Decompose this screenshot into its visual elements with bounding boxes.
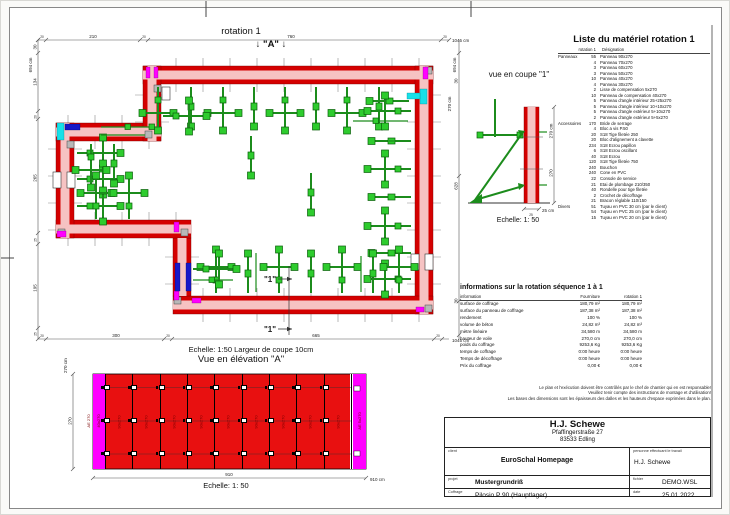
section-label-1-upper: "1" [263,275,276,284]
elevation-panels [105,374,352,469]
company-name: H.J. Schewe [549,419,606,430]
material-label: Tuyau en PVC 25 cm (par le client) [600,209,667,215]
tie-marker-icon [213,451,219,456]
tie-marker-icon [104,451,110,456]
tie-marker-icon [131,385,137,390]
material-qty: 21 [591,181,596,187]
info-row-fourniture: 0,00 € [587,363,600,369]
material-qty: 5 [593,109,596,115]
material-qty: 15 [591,214,596,220]
material-label: Panneaux [558,54,578,59]
title-block-coffrage-row [445,489,710,499]
tie-marker-icon [159,385,165,390]
svg-text:20: 20 [33,115,38,119]
panel-size-label: 90x270 [335,414,341,429]
material-qty: 240 [588,164,596,170]
material-qty: 4 [593,59,596,65]
info-row-fourniture: 187,38 m² [579,307,600,313]
material-qty: 20 [591,131,596,137]
svg-text:25: 25 [33,238,38,242]
tie-marker-icon [186,451,192,456]
date-value: 25.01.2022 [662,491,695,499]
elevation-panel [324,374,351,469]
material-label: Panneau 70x270 [600,59,633,65]
svg-text:760: 760 [287,34,295,39]
material-row [558,215,710,221]
materials-list-header [558,47,710,54]
svg-text:30: 30 [453,78,459,84]
elevation-left-cap-label: 40x270 [96,414,101,428]
tie-marker-icon [323,451,329,456]
info-row-name: surface de coffrage [460,301,499,306]
plan-scale-caption: Echelle: 1:50 Largeur de coupe 10cm [188,345,314,354]
svg-text:25 cm: 25 cm [542,208,555,213]
material-label: Bloc a vis P.50 [600,126,628,132]
panel-size-label: 90x270 [253,414,259,429]
material-qty: 21 [591,198,596,204]
info-col-information: information [460,294,482,299]
tie-marker-icon [268,418,274,423]
material-qty: 3 [593,70,596,76]
elevation-title: Vue en élévation "A" [197,354,285,365]
info-row [460,356,642,363]
info-row-fourniture: 100 % [587,314,600,320]
client-value: EuroSchal Homepage [500,457,574,464]
tie-marker-icon [268,451,274,456]
info-row-rotation: 0:00 heure [620,349,642,355]
tie-marker-icon [104,385,110,390]
worker-label: personne effectuant le travail [633,449,682,453]
tie-marker-icon [213,418,219,423]
svg-text:20: 20 [166,334,170,338]
tie-marker-icon [295,385,301,390]
file-cell [630,476,710,488]
tie-marker-icon [268,385,274,390]
svg-text:25: 25 [529,213,533,217]
client-cell [445,448,630,475]
info-table-title: informations sur la rotation séquence 1 à 1 [460,284,603,291]
material-label: Panneau 30x270 [600,81,633,87]
info-row [460,342,642,349]
tie-marker-icon [323,418,329,423]
info-row-name: poids du coffrage [460,342,495,348]
material-qty: 6 [593,148,596,154]
tie-marker-icon [241,385,247,390]
material-label: S18 Ecrou oscillant [600,148,637,154]
client-label: client [448,449,457,453]
material-label: Panneau 40x270 [600,76,633,82]
svg-text:20: 20 [142,35,146,39]
material-qty: 4 [593,126,596,132]
material-qty: 20 [591,137,596,143]
material-label: Accessoires [558,120,582,126]
tie-marker-icon [186,385,192,390]
svg-text:300: 300 [112,333,120,338]
tie-marker-icon [159,418,165,423]
material-label: Tuyau en PVC 20 cm (par le client) [600,214,667,220]
info-row-name: rendement [460,314,482,320]
svg-text:270 cm: 270 cm [548,123,554,139]
material-label: Bloc d'alignement a clavette [600,137,654,143]
material-label: S18 Tige filetée 250 [600,131,638,137]
svg-text:628: 628 [453,182,459,190]
material-label: Panneau d'angle extérieur 5+10x270 [600,109,671,115]
tie-marker-icon [213,385,219,390]
disclaimer-line: Le plan et l'exécution doivent être contrôlés par le chef de chantier qui en est responsable! [539,385,711,390]
materials-rows [558,54,710,220]
title-block-company-row [445,418,710,448]
material-qty: 3 [593,65,596,71]
title-block [444,417,711,497]
material-label: Panneau 50x270 [600,70,633,76]
tie-marker-icon [104,418,110,423]
svg-text:270 cm: 270 cm [63,358,68,373]
info-row [460,308,642,315]
info-row-fourniture: 180,79 m² [579,301,600,306]
materials-col-designation: Désignation [602,47,625,52]
material-qty: 4 [593,81,596,87]
svg-text:25: 25 [33,332,38,336]
material-label: Etai de plombage 210/350 [600,181,651,187]
svg-text:30: 30 [32,44,38,50]
info-row-fourniture: 34,580 m [581,328,600,334]
project-value: Mustergrundriß [475,478,524,486]
info-col-fourniture: Fourniture [580,294,600,299]
material-qty: 5 [593,98,596,104]
svg-text:910: 910 [225,472,233,477]
file-value: DEMO.WSL [662,478,698,486]
materials-list [558,34,710,220]
material-label: Panneau 60x270 [600,65,633,71]
svg-text:1045 cm: 1045 cm [452,38,470,43]
svg-text:694 cm: 694 cm [28,57,33,73]
plan-view [28,34,470,343]
material-qty: 240 [588,170,596,176]
date-label: date [633,490,641,494]
tie-marker-icon [295,451,301,456]
info-row-fourniture: 270,0 cm [581,335,600,341]
info-row-rotation: 0:00 heure [620,356,642,362]
material-label: Bouchon [600,164,617,170]
material-label: Bride de serrage [600,120,632,126]
info-row [460,322,642,329]
tie-marker-icon [241,418,247,423]
material-qty: 40 [591,187,596,193]
panel-size-label: 90x270 [225,414,231,429]
material-label: Console de service [600,176,637,182]
svg-text:20: 20 [443,35,447,39]
material-qty: 2 [593,192,596,198]
svg-text:265: 265 [32,174,38,182]
elevation-scale-caption: Echelle: 1: 50 [203,481,249,490]
info-row-fourniture: 0:00 heure [578,349,600,355]
info-row-name: temps de coffrage [460,349,496,355]
material-label: Cone en PVC [600,170,627,176]
coupe-scale-caption: Echelle: 1: 50 [496,217,540,224]
material-qty: 54 [591,209,596,215]
elevation-edge-label: AE 270 [86,414,91,428]
section-marker-a: ↓ "A" ↓ [255,39,287,50]
title-block-client-row [445,448,710,476]
material-qty: 2 [593,115,596,121]
material-qty: 2 [593,87,596,93]
info-table-header [460,294,642,301]
material-label: Crochet de décoffrage [600,192,643,198]
material-qty: 5 [593,103,596,109]
rotation-info-table [460,284,642,370]
worker-cell [630,448,710,475]
info-row [460,301,642,308]
material-label: Panneau d'angle intérieur 25+25x270 [600,98,672,104]
panel-size-label: 90x270 [143,414,149,429]
info-row-rotation: 187,38 m² [621,307,642,313]
elevation-right-cap-label: AE 5x270 [357,412,362,430]
coffrage-cell [445,489,630,499]
svg-text:20: 20 [436,334,440,338]
svg-text:134: 134 [32,78,38,86]
plan-title: rotation 1 [221,26,261,37]
material-label: Bracon réglable 110/150 [600,198,647,204]
svg-text:910 cm: 910 cm [370,477,385,482]
tie-marker-icon [241,451,247,456]
info-row-name: hauteur de voile [460,335,493,341]
info-row-rotation: 180,79 m² [621,301,642,306]
material-label: S18 Ecrou papillon [600,142,637,148]
disclaimer-line: Les bases des dimensions sont les épaisseurs des dalles et les hauteurs d'espace exprimées dans le plan. [507,395,711,401]
coffrage-label: Coffrage [448,490,463,494]
panel-size-label: 90x270 [198,414,204,429]
material-qty: 170 [588,120,596,126]
material-label: Lisse de compensation 5x270 [600,87,657,93]
tie-marker-icon [323,385,329,390]
title-block-project-row [445,476,710,489]
tie-marker-icon [186,418,192,423]
file-label: fichier [633,477,644,481]
svg-text:20: 20 [40,35,44,39]
material-label: Tuyau en PVC 30 cm (par le client) [600,203,667,209]
info-row [460,363,642,370]
disclaimer-line: Veuillez tenir compte des instructions de montage et d'utilisation! [588,390,711,396]
svg-text:270 cm: 270 cm [447,96,452,112]
material-label: Panneau d'angle intérieur 10+10x270 [600,103,672,109]
tie-marker-icon [131,451,137,456]
svg-text:20: 20 [40,334,44,338]
info-row [460,349,642,356]
info-row [460,336,642,343]
materials-col-qty: rotation 1 [578,47,596,52]
svg-text:30: 30 [453,298,459,304]
info-row-fourniture: 24,82 m³ [582,321,600,327]
svg-text:195: 195 [32,284,38,292]
material-label: Panneau d'angle extérieur 5+5x270 [600,115,668,121]
material-label: S18 Ecrou [600,153,621,159]
worker-value: H.J. Schewe [634,459,671,466]
info-row [460,315,642,322]
info-row-rotation: 100 % [629,314,642,320]
panel-size-label: 90x270 [280,414,286,429]
tie-marker-icon [295,418,301,423]
material-label: Panneau 90x270 [600,54,633,59]
info-row-name: surface du panneau de coffrage [460,307,524,313]
material-qty: 51 [591,203,596,209]
coupe-view [468,99,556,217]
material-qty: 10 [591,76,596,82]
company-address-1: Pfaffingerstraße 27 [552,430,603,436]
disclaimer [401,385,711,401]
svg-text:270: 270 [67,417,73,425]
material-qty: 55 [591,54,596,59]
material-qty: 22 [591,176,596,182]
svg-text:210: 210 [89,34,97,39]
info-row-name: volume de béton [460,321,494,327]
tie-marker-icon [159,451,165,456]
info-row-fourniture: 0:00 heure [578,356,600,362]
info-row-name: Prix du coffrage [460,363,492,369]
tie-marker-icon [131,418,137,423]
project-cell [445,476,630,488]
info-row-name: Temps de décoffrage [460,356,502,362]
info-row [460,329,642,336]
svg-text:665: 665 [312,333,320,338]
material-qty: 40 [591,153,596,159]
panel-size-label: 90x270 [307,414,313,429]
svg-text:1045 cm: 1045 cm [452,338,470,343]
material-qty: 120 [588,159,596,165]
info-row-rotation: 34,580 m [623,328,642,334]
info-row-rotation: 270,0 cm [623,335,642,341]
coupe-title: vue en coupe "1" [488,70,550,79]
project-label: projet [448,477,458,481]
material-qty: 10 [591,92,596,98]
info-col-rotation: rotation 1 [624,294,642,299]
material-label: Divers [558,203,571,209]
panel-size-label: 90x270 [116,414,122,429]
info-row-rotation: 24,82 m³ [624,321,642,327]
date-cell [630,489,710,499]
info-row-rotation: 9253,6 Kg [621,342,642,348]
material-label: Rondelle pour tige filetée [600,187,648,193]
panel-size-label: 90x270 [171,414,177,429]
material-label: S18 Tige filetée 750 [600,159,638,165]
svg-text:270: 270 [548,169,554,177]
info-table-rows [460,301,642,370]
material-qty: 234 [588,142,596,148]
material-label: Panneau de compensation 40x270 [600,92,667,98]
coffrage-value: Pilosio P 90 (Hauptlager) [475,491,548,499]
materials-list-title: Liste du matériel rotation 1 [573,34,695,45]
svg-text:694 cm: 694 cm [452,57,457,73]
company-address-2: 83533 Edling [559,437,596,443]
info-row-rotation: 0,00 € [629,363,642,369]
info-row-fourniture: 9253,6 Kg [579,342,600,348]
info-row-name: mètre linéaire [460,328,488,334]
section-label-1-lower: "1" [263,325,276,334]
